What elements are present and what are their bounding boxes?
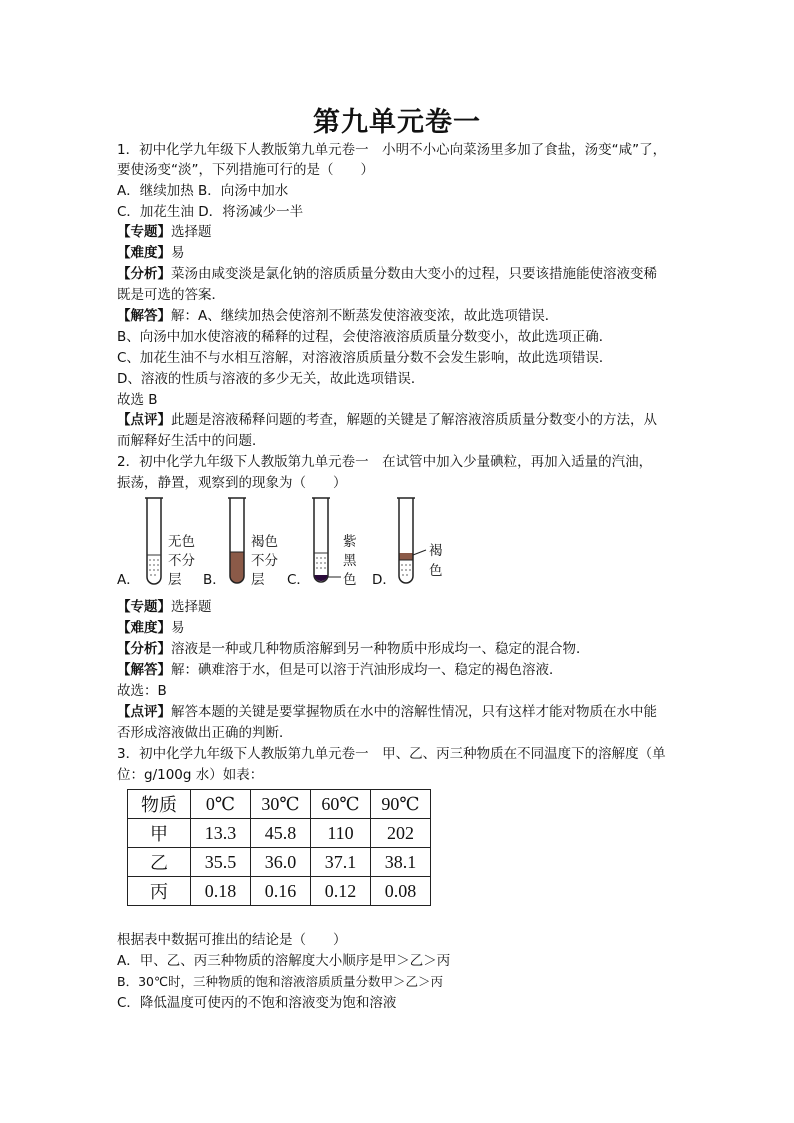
q2-stem-line-1: 2．初中化学九年级下人教版第九单元卷一 在试管中加入少量碘粒，再加入适量的汽油， <box>117 454 653 470</box>
q2-answer-tag: 【解答】 <box>117 662 171 678</box>
q1-diff-tag: 【难度】 <box>117 245 171 261</box>
table-cell: 35.5 <box>191 848 251 877</box>
tube-b-label-3: 层 <box>251 572 265 587</box>
table-cell: 202 <box>371 819 431 848</box>
q1-diff-text: 易 <box>171 245 185 261</box>
row-label-jia: 甲 <box>128 819 191 848</box>
header-cell-30c: 30℃ <box>251 790 311 819</box>
q1-options-cd: C．加花生油 D．将汤减少一半 <box>117 204 304 220</box>
tube-option-c <box>287 498 357 587</box>
q2-diff-text: 易 <box>171 620 185 636</box>
q1-comment-text-1: 此题是溶液稀释问题的考查，解题的关键是了解溶液溶质质量分数变小的方法，从 <box>171 412 657 428</box>
tube-option-a <box>117 498 195 587</box>
tube-b-letter: B． <box>203 572 226 587</box>
q2-analysis-text: 溶液是一种或几种物质溶解到另一种物质中形成均一、稳定的混合物． <box>171 641 590 657</box>
tube-a-label-3: 层 <box>168 572 182 587</box>
tube-c-glass <box>314 498 328 582</box>
q2-answer <box>117 660 563 680</box>
q1-topic-tag: 【专题】 <box>117 224 171 240</box>
tube-a-letter: A． <box>117 572 140 587</box>
q2-topic <box>117 597 212 617</box>
tube-a-glass <box>147 498 161 584</box>
q1-analysis-line-2: 既是可选的答案． <box>117 287 225 303</box>
q1-comment-line-1 <box>117 410 657 430</box>
tube-d-letter: D． <box>372 572 396 587</box>
tube-d-top-layer <box>399 553 413 560</box>
tube-d-label-2: 色 <box>429 563 443 579</box>
table-cell: 0.12 <box>311 877 371 906</box>
q2-stem-line-2: 振荡，静置，观察到的现象为（ ） <box>117 475 347 491</box>
header-cell-60c: 60℃ <box>311 790 371 819</box>
q2-topic-text: 选择题 <box>171 599 212 615</box>
table-header-row <box>128 790 431 819</box>
q3-stem-line-1: 3．初中化学九年级下人教版第九单元卷一 甲、乙、丙三种物质在不同温度下的溶解度（单 <box>117 746 666 762</box>
table-cell: 37.1 <box>311 848 371 877</box>
q1-difficulty <box>117 243 185 263</box>
q3-option-a: A．甲、乙、丙三种物质的溶解度大小顺序是甲＞乙＞丙 <box>117 953 451 969</box>
table-row <box>128 877 431 906</box>
q1-analysis-tag: 【分析】 <box>117 266 171 282</box>
table-row <box>128 819 431 848</box>
q2-answer-text: 解：碘难溶于水，但是可以溶于汽油形成均一、稳定的褐色溶液． <box>171 662 563 678</box>
q2-analysis-tag: 【分析】 <box>117 641 171 657</box>
table-cell: 13.3 <box>191 819 251 848</box>
tube-c-label-3: 色 <box>343 572 357 587</box>
table-cell: 45.8 <box>251 819 311 848</box>
q2-choice: 故选：B <box>117 683 167 699</box>
q1-answer-tag: 【解答】 <box>117 308 171 324</box>
q1-answer-line-2: B、向汤中加水使溶液的稀释的过程，会使溶液溶质质量分数变小，故此选项正确． <box>117 329 613 345</box>
q1-answer-line-3: C、加花生油不与水相互溶解，对溶液溶质质量分数不会发生影响，故此选项错误． <box>117 350 613 366</box>
q1-stem-line-1: 1．初中化学九年级下人教版第九单元卷一 小明不小心向菜汤里多加了食盐，汤变“咸”了， <box>117 142 667 158</box>
q2-diff-tag: 【难度】 <box>117 620 171 636</box>
solubility-table <box>127 789 431 906</box>
test-tube-figure <box>117 495 517 587</box>
header-cell-substance: 物质 <box>128 790 191 819</box>
tube-option-d <box>372 498 443 587</box>
table-cell: 110 <box>311 819 371 848</box>
q3-stem-line-2: 位：g/100g 水）如表： <box>117 767 264 783</box>
q2-difficulty <box>117 618 185 638</box>
q2-comment-line-1 <box>117 702 657 722</box>
tube-c-label-2: 黑 <box>343 553 357 569</box>
tube-b-label-1: 褐色 <box>251 534 278 550</box>
q1-analysis-text-1: 菜汤由咸变淡是氯化钠的溶质质量分数由大变小的过程，只要该措施能使溶液变稀 <box>171 266 657 282</box>
q2-comment-tag: 【点评】 <box>117 704 171 720</box>
table-cell: 36.0 <box>251 848 311 877</box>
q1-analysis-line-1 <box>117 264 657 284</box>
q1-answer-line-1 <box>117 306 558 326</box>
q2-comment-line-2: 否形成溶液做出正确的判断． <box>117 725 293 741</box>
row-label-bing: 丙 <box>128 877 191 906</box>
tube-option-b <box>203 498 278 587</box>
q1-choice: 故选 B <box>117 392 158 408</box>
q1-answer-line-4: D、溶液的性质与溶液的多少无关，故此选项错误． <box>117 371 425 387</box>
header-cell-90c: 90℃ <box>371 790 431 819</box>
table-cell: 0.16 <box>251 877 311 906</box>
page-title: 第九单元卷一 <box>313 107 481 138</box>
q3-prompt: 根据表中数据可推出的结论是（ ） <box>117 932 347 948</box>
q1-comment-line-2: 而解释好生活中的问题． <box>117 433 266 449</box>
table-cell: 0.18 <box>191 877 251 906</box>
tube-a-label-2: 不分 <box>168 553 195 569</box>
q1-options-ab: A．继续加热 B．向汤中加水 <box>117 183 289 199</box>
q1-topic-text: 选择题 <box>171 224 212 240</box>
q1-comment-tag: 【点评】 <box>117 412 171 428</box>
q2-topic-tag: 【专题】 <box>117 599 171 615</box>
tube-c-letter: C． <box>287 572 310 587</box>
row-label-yi: 乙 <box>128 848 191 877</box>
tube-b-liquid <box>230 552 244 583</box>
q1-stem-line-2: 要使汤变“淡”，下列措施可行的是（ ） <box>117 162 374 178</box>
q2-comment-text-1: 解答本题的关键是要掌握物质在水中的溶解性情况，只有这样才能对物质在水中能 <box>171 704 657 720</box>
tube-d-label-1: 褐 <box>429 543 443 559</box>
q3-option-c: C．降低温度可使丙的不饱和溶液变为饱和溶液 <box>117 995 397 1011</box>
tube-c-label-1: 紫 <box>343 534 357 550</box>
table-row <box>128 848 431 877</box>
table-cell: 38.1 <box>371 848 431 877</box>
header-cell-0c: 0℃ <box>191 790 251 819</box>
tube-a-label-1: 无色 <box>168 534 195 550</box>
q2-analysis <box>117 639 590 659</box>
q1-answer-text-1: 解：A、继续加热会使溶剂不断蒸发使溶液变浓，故此选项错误． <box>171 308 559 324</box>
tube-b-label-2: 不分 <box>251 553 278 569</box>
q3-option-b: B．30℃时，三种物质的饱和溶液溶质质量分数甲＞乙＞丙 <box>117 974 444 989</box>
q1-topic <box>117 222 212 242</box>
table-cell: 0.08 <box>371 877 431 906</box>
